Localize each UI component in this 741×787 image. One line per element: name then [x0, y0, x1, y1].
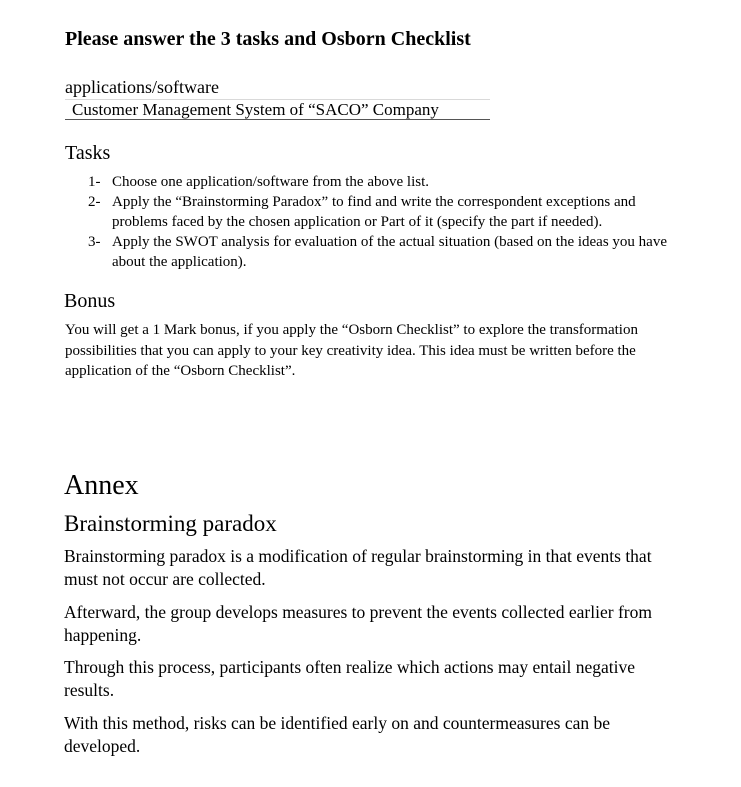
applications-label: applications/software: [65, 77, 219, 97]
annex-paragraph: Through this process, participants often realize which actions may entail negative results.: [64, 657, 635, 700]
task-text: Apply the SWOT analysis for evaluation of the actual situation (based on the ideas you have about the application).: [112, 234, 667, 270]
annex-paragraph: Brainstorming paradox is a modification of regular brainstorming in that events that must not occur are collected.: [64, 546, 652, 589]
annex-paragraph: Afterward, the group develops measures to prevent the events collected earlier from happening.: [64, 602, 652, 645]
task-text: Apply the “Brainstorming Paradox” to find and write the correspondent exceptions and problems faced by the chosen application or Part of it (specify the part if needed).: [112, 194, 636, 230]
task-item: [88, 232, 688, 272]
task-item: [88, 172, 688, 192]
task-number: 2-: [88, 194, 101, 210]
application-item: Customer Management System of “SACO” Company: [72, 100, 439, 119]
task-item: [88, 192, 688, 232]
task-number: 1-: [88, 174, 101, 190]
task-number: 3-: [88, 234, 101, 250]
tasks-heading: Tasks: [65, 142, 111, 164]
brainstorming-paradox-heading: Brainstorming paradox: [64, 511, 277, 536]
annex-paragraph: With this method, risks can be identified early on and countermeasures can be developed.: [64, 713, 610, 756]
annex-heading: Annex: [64, 470, 139, 501]
bonus-text: You will get a 1 Mark bonus, if you apply the “Osborn Checklist” to explore the transformation possibilities that you can apply to your key creativity idea. This idea must be written before the application of the “Osborn Checklist”.: [65, 322, 638, 379]
applications-table: [65, 99, 490, 120]
bonus-heading: Bonus: [64, 290, 116, 312]
task-text: Choose one application/software from the above list.: [112, 174, 429, 190]
page-title: Please answer the 3 tasks and Osborn Checklist: [65, 28, 471, 50]
tasks-list: [88, 172, 688, 272]
